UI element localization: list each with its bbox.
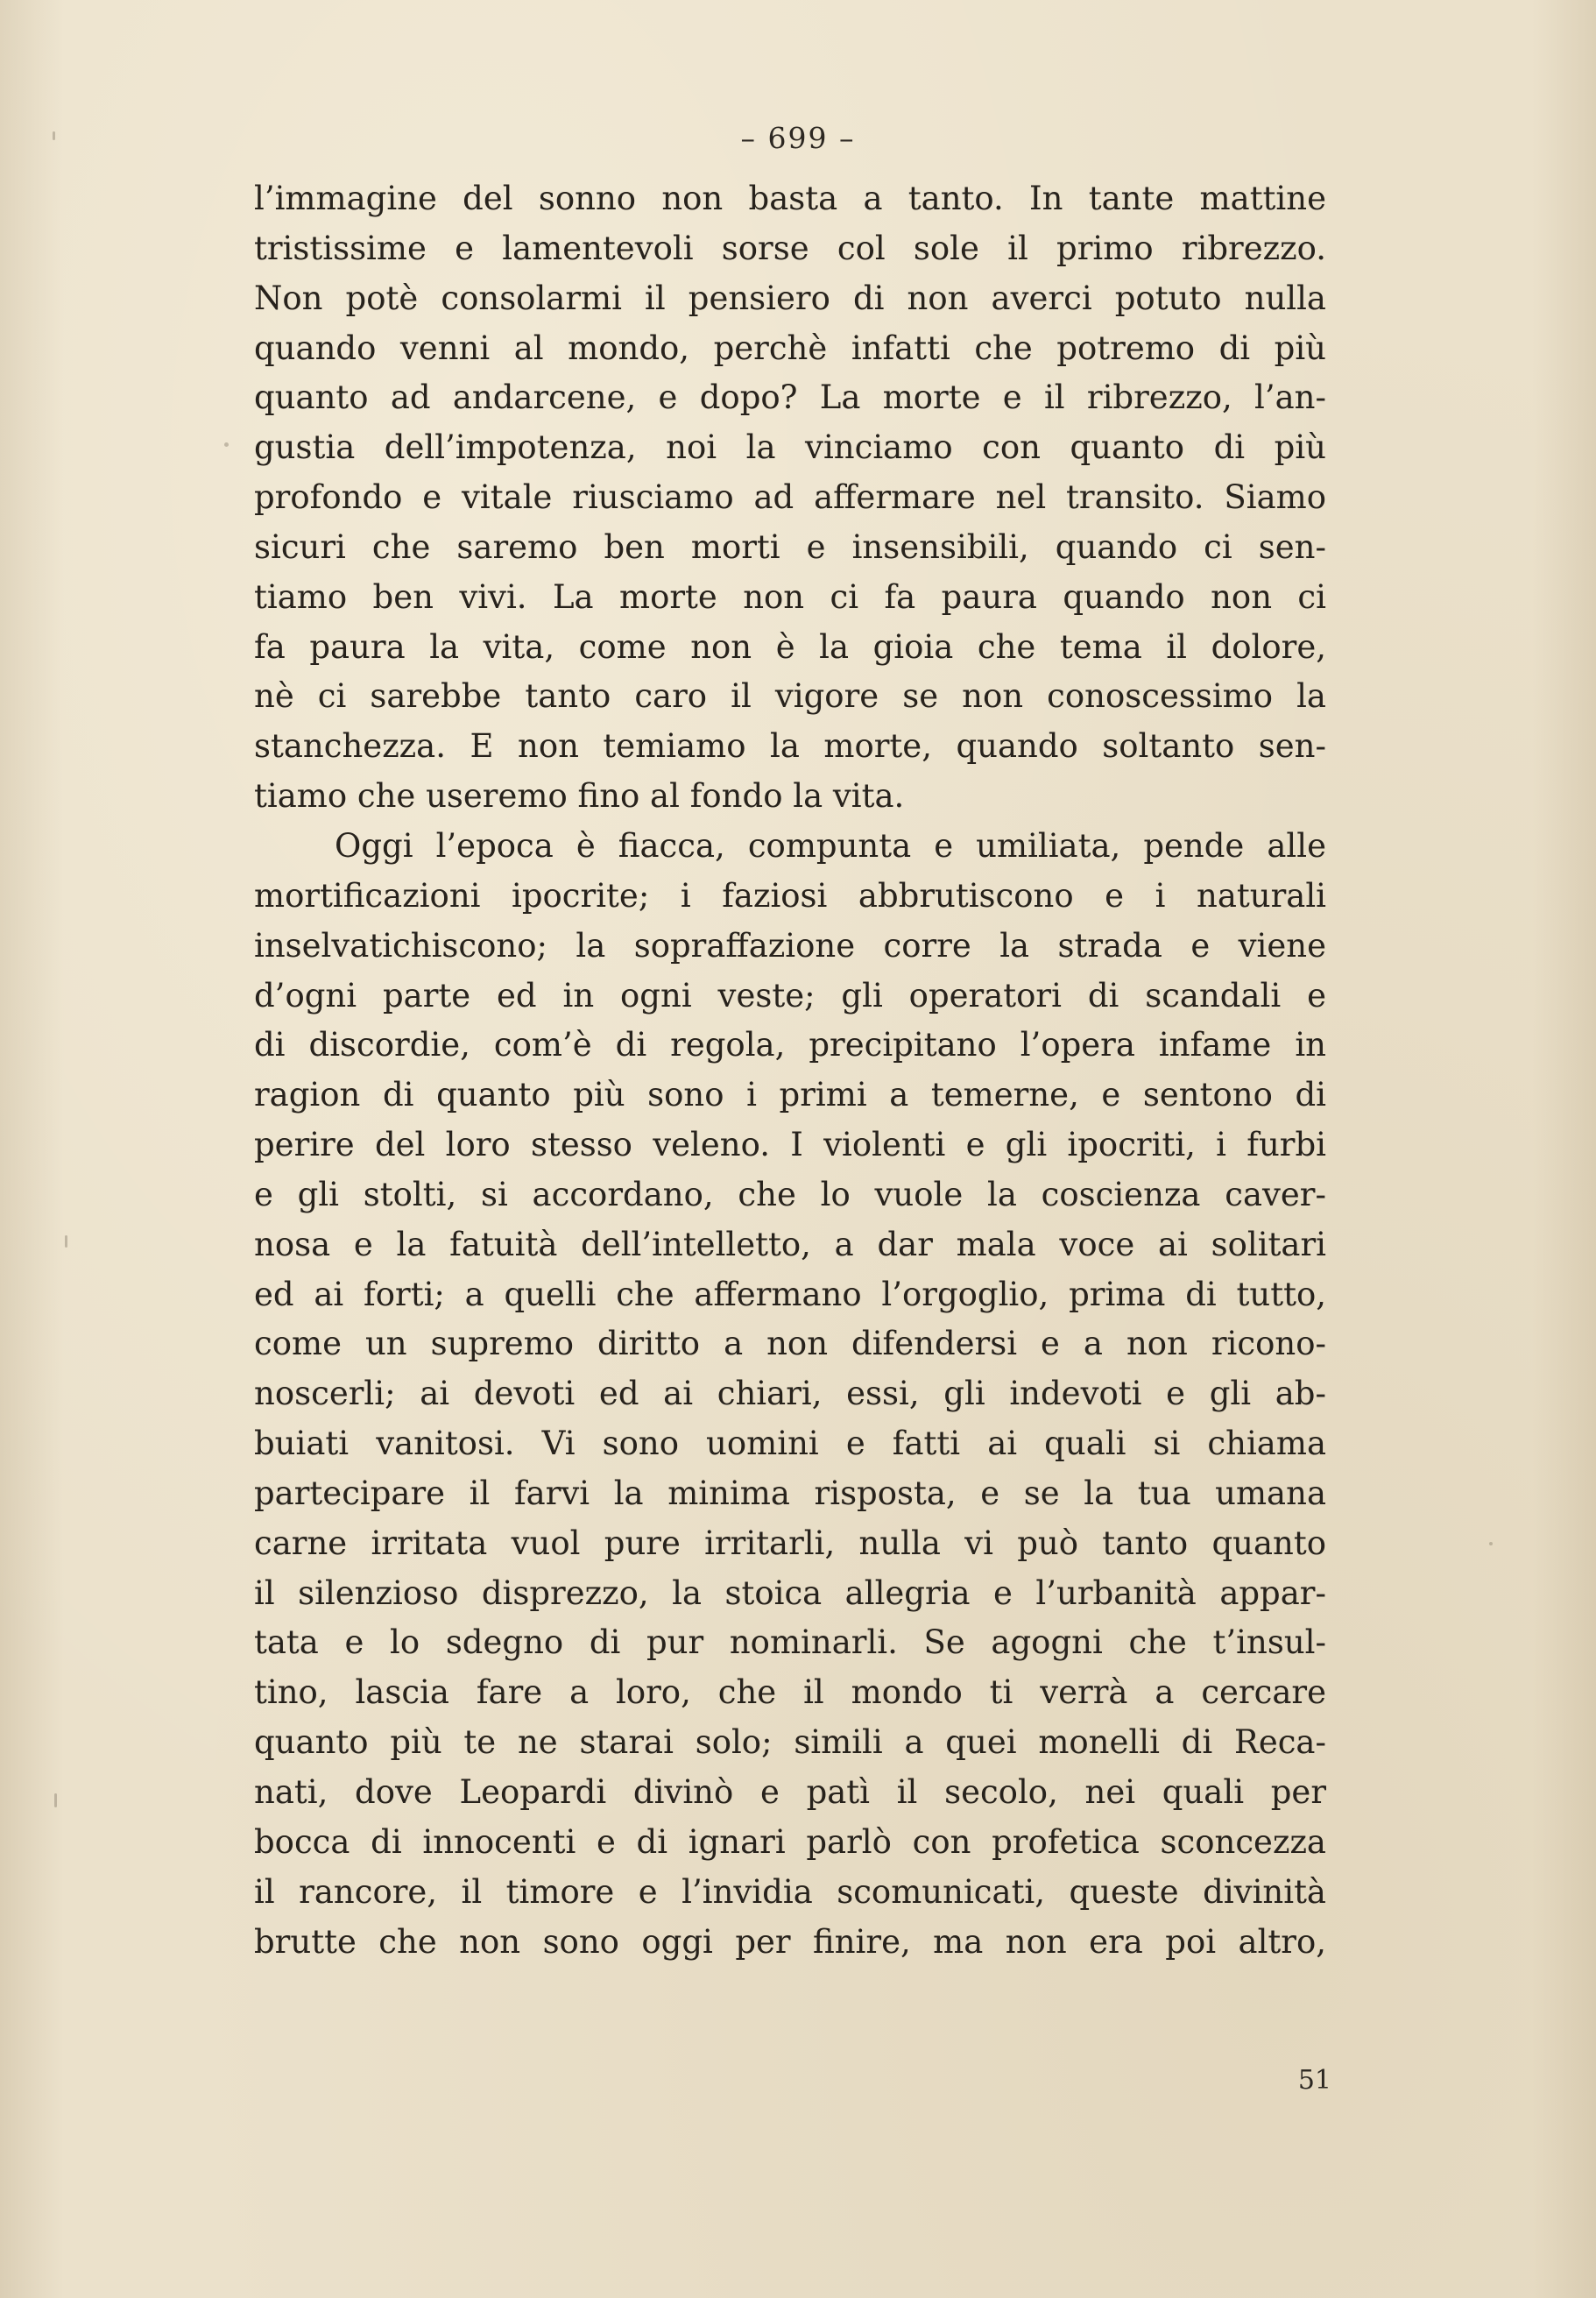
text-line: d’ogni parte ed in ogni veste; gli operatori di scandali e (254, 976, 1326, 1015)
text-line: partecipare il farvi la minima risposta, e se la tua umana (254, 1474, 1326, 1512)
text-line: Non potè consolarmi il pensiero di non averci potuto nulla (254, 279, 1326, 317)
text-line: nosa e la fatuità dell’intelletto, a dar mala voce ai solitari (254, 1225, 1326, 1263)
text-line: quanto più te ne starai solo; simili a quei monelli di Reca- (254, 1723, 1326, 1762)
text-line: tristissime e lamentevoli sorse col sole il primo ribrezzo. (254, 229, 1326, 267)
paper-speck (1489, 1542, 1493, 1545)
paper-speck (65, 1235, 67, 1248)
text-line: perire del loro stesso veleno. I violenti e gli ipocriti, i furbi (254, 1126, 1326, 1164)
text-line: nè ci sarebbe tanto caro il vigore se non conoscessimo la (254, 677, 1326, 716)
text-line: tata e lo sdegno di pur nominarli. Se agogni che t’insul- (254, 1623, 1326, 1662)
text-line: tino, lascia fare a loro, che il mondo ti verrà a cercare (254, 1673, 1326, 1712)
paper-speck (53, 131, 55, 140)
text-line: gustia dell’impotenza, noi la vinciamo con quanto di più (254, 428, 1326, 467)
text-line: ed ai forti; a quelli che affermano l’orgoglio, prima di tutto, (254, 1275, 1326, 1313)
text-line: di discordie, com’è di regola, precipitano l’opera infame in (254, 1026, 1326, 1064)
text-line: ragion di quanto più sono i primi a temerne, e sentono di (254, 1076, 1326, 1114)
text-line: il silenzioso disprezzo, la stoica allegria e l’urbanità appar- (254, 1573, 1326, 1612)
page-number: – 699 – (740, 121, 856, 155)
text-line: tiamo ben vivi. La morte non ci fa paura quando non ci (254, 577, 1326, 616)
text-line: stanchezza. E non temiamo la morte, quando soltanto sen- (254, 727, 1326, 766)
text-line: sicuri che saremo ben morti e insensibili, quando ci sen- (254, 527, 1326, 566)
text-line: e gli stolti, si accordano, che lo vuole la coscienza caver- (254, 1175, 1326, 1213)
text-line: quando venni al mondo, perchè infatti che potremo di più (254, 329, 1326, 367)
text-line: buiati vanitosi. Vi sono uomini e fatti ai quali si chiama (254, 1425, 1326, 1463)
signature-mark: 51 (1297, 2065, 1331, 2096)
paper-speck (54, 1793, 57, 1807)
text-line: carne irritata vuol pure irritarli, nulla vi può tanto quanto (254, 1524, 1326, 1562)
body-text (254, 174, 1326, 1967)
text-line: inselvatichiscono; la sopraffazione corre la strada e viene (254, 926, 1326, 965)
paragraph-start-line: Oggi l’epoca è fiacca, compunta e umiliata, pende alle (335, 826, 1326, 865)
text-line: profondo e vitale riusciamo ad affermare nel transito. Siamo (254, 478, 1326, 517)
paper-speck (224, 442, 229, 447)
text-line: quanto ad andarcene, e dopo? La morte e il ribrezzo, l’an- (254, 378, 1326, 417)
text-line: come un supremo diritto a non difendersi e a non ricono- (254, 1325, 1326, 1363)
paragraph-end-line: tiamo che useremo fino al fondo la vita. (254, 777, 905, 816)
text-line: bocca di innocenti e di ignari parlò con profetica sconcezza (254, 1822, 1326, 1861)
text-line: mortificazioni ipocrite; i faziosi abbrutiscono e i naturali (254, 876, 1326, 915)
text-line: brutte che non sono oggi per finire, ma non era poi altro, (254, 1922, 1326, 1961)
text-line: l’immagine del sonno non basta a tanto. In tante mattine (254, 180, 1326, 217)
text-line: il rancore, il timore e l’invidia scomunicati, queste divinità (254, 1872, 1326, 1911)
text-line: nati, dove Leopardi divinò e patì il secolo, nei quali per (254, 1773, 1326, 1811)
text-line: fa paura la vita, come non è la gioia che tema il dolore, (254, 627, 1326, 666)
text-line: noscerli; ai devoti ed ai chiari, essi, gli indevoti e gli ab- (254, 1375, 1326, 1413)
